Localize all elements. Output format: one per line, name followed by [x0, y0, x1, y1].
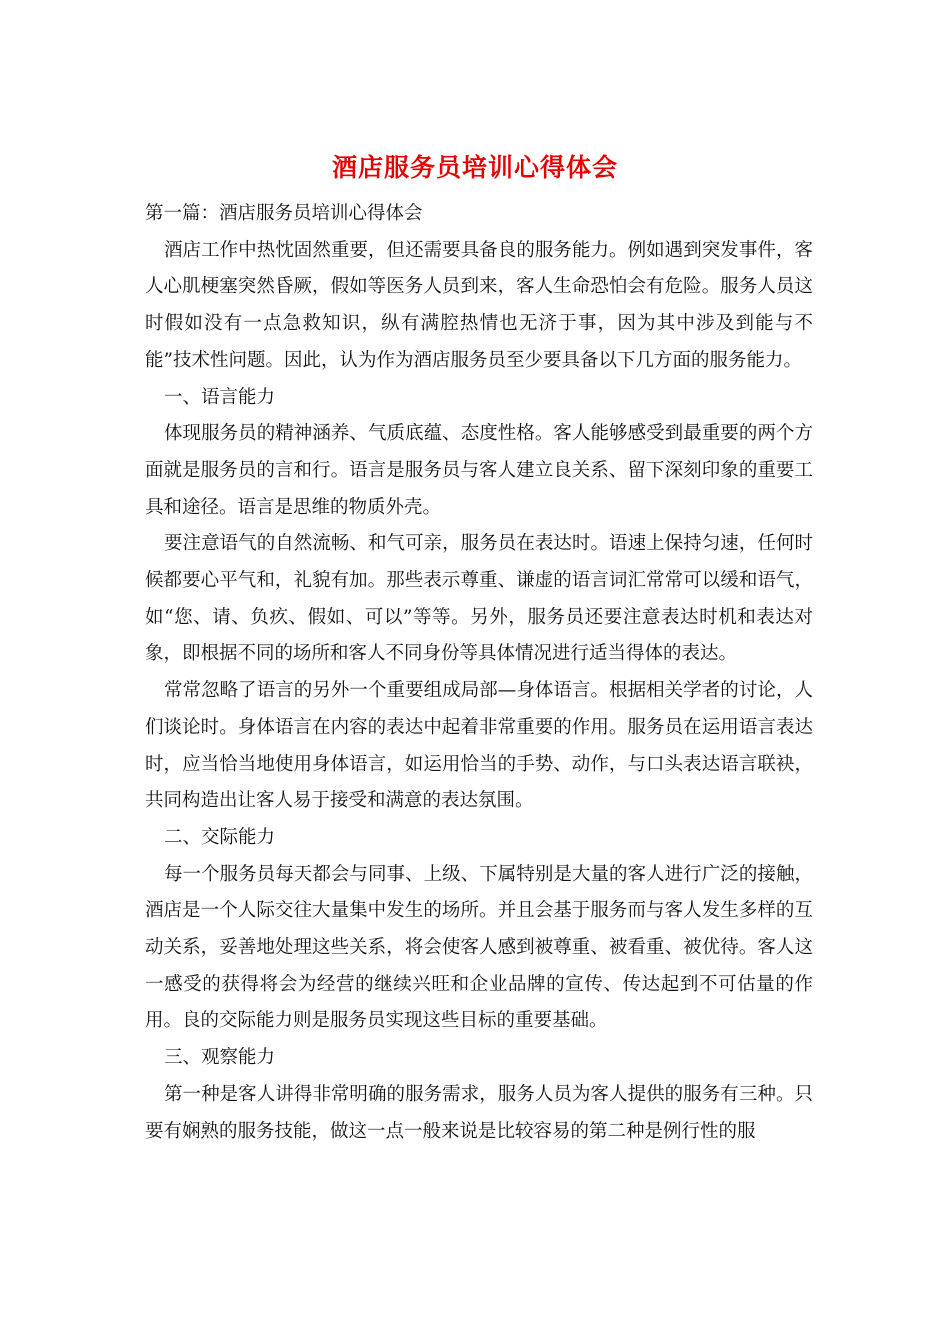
paragraph-social: 每一个服务员每天都会与同事、上级、下属特别是大量的客人进行广泛的接触，酒店是一个人际交往大量集中发生的场所。并且会基于服务而与客人发生多样的互动关系，妥善地处理这些关系，将会使客人感到被尊重、被看重、被优待。客人这一感受的获得将会为经营的继续兴旺和企业品牌的宣传、传达起到不可估量的作用。良的交际能力则是服务员实现这些目标的重要基础。: [145, 863, 813, 1032]
paragraph-language-2: 要注意语气的自然流畅、和气可亲，服务员在表达时。语速上保持匀速，任何时候都要心平气和，礼貌有加。那些表示尊重、谦虚的语言词汇常常可以缓和语气，如“您、请、负疚、假如、可以”等等。另外，服务员还要注意表达时机和表达对象，即根据不同的场所和客人不同身份等具体情况进行适当得体的表达。: [145, 533, 813, 665]
subheading-observation: 三、观察能力: [164, 1047, 276, 1069]
paragraph-language-3: 常常忽略了语言的另外一个重要组成局部—身体语言。根据相关学者的讨论，人们谈论时。身体语言在内容的表达中起着非常重要的作用。服务员在运用语言表达时，应当恰当地使用身体语言，如运用恰当的手势、动作，与口头表达语言联袂，共同构造出让客人易于接受和满意的表达氛围。: [145, 680, 813, 812]
document-title: 酒店服务员培训心得体会: [331, 153, 618, 182]
document-body: [145, 196, 813, 1150]
section-heading: 第一篇：酒店服务员培训心得体会: [145, 203, 423, 224]
subheading-language: 一、语言能力: [164, 386, 276, 408]
subheading-social: 二、交际能力: [164, 826, 276, 848]
paragraph-intro: 酒店工作中热忱固然重要，但还需要具备良的服务能力。例如遇到突发事件，客人心肌梗塞突然昏厥，假如等医务人员到来，客人生命恐怕会有危险。服务人员这时假如没有一点急救知识，纵有满腔热情也无济于事，因为其中涉及到能与不能”技术性问题。因此，认为作为酒店服务员至少要具备以下几方面的服务能力。: [145, 239, 813, 371]
paragraph-language-1: 体现服务员的精神涵养、气质底蕴、态度性格。客人能够感受到最重要的两个方面就是服务员的言和行。语言是服务员与客人建立良关系、留下深刻印象的重要工具和途径。语言是思维的物质外壳。: [145, 423, 813, 518]
paragraph-observation: 第一种是客人讲得非常明确的服务需求，服务人员为客人提供的服务有三种。只要有娴熟的服务技能，做这一点一般来说是比较容易的第二种是例行性的服: [145, 1083, 813, 1142]
